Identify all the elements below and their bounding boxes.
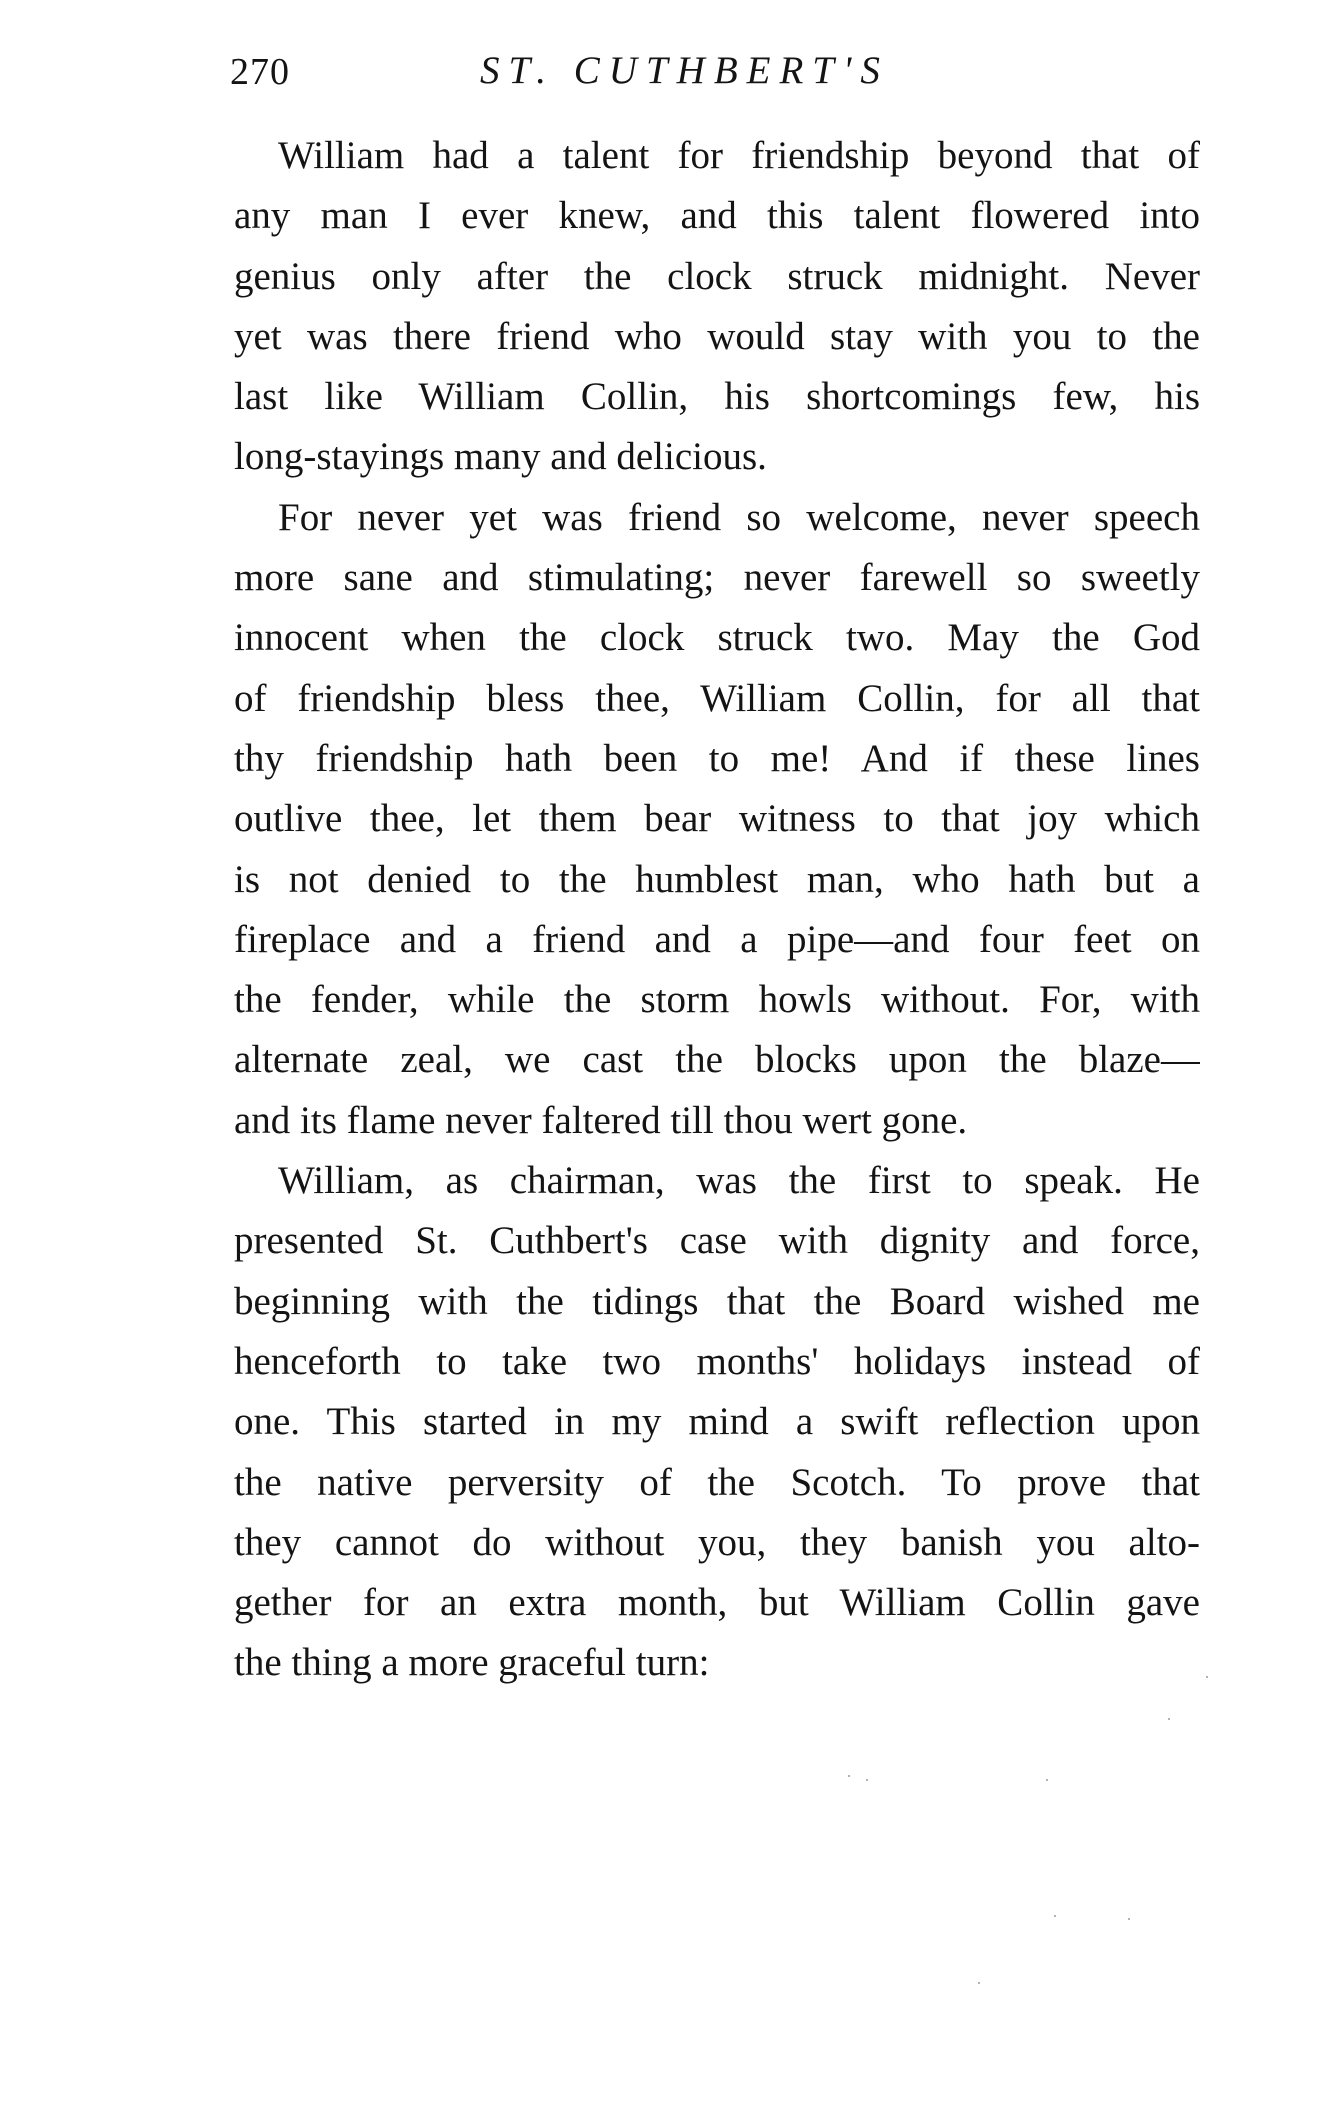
scan-speck bbox=[1206, 1676, 1208, 1678]
text-line: outlive thee, let them bear witness to that joy which bbox=[234, 797, 1200, 841]
text-line: more sane and stimulating; never farewell so sweetly bbox=[234, 556, 1200, 600]
scan-speck bbox=[1128, 1918, 1130, 1920]
text-line: William had a talent for friendship beyond that of bbox=[278, 134, 1200, 177]
paragraph-3 bbox=[234, 1151, 1200, 1694]
text-line: and its flame never faltered till thou wert gone. bbox=[234, 1098, 968, 1142]
running-title: ST. CUTHBERT'S bbox=[480, 49, 889, 92]
scan-speck bbox=[848, 1775, 850, 1777]
text-line: beginning with the tidings that the Board wished me bbox=[234, 1279, 1200, 1323]
text-line: the fender, while the storm howls without. For, with bbox=[234, 978, 1200, 1022]
paragraph-2 bbox=[234, 488, 1200, 1151]
text-line: genius only after the clock struck midnight. Never bbox=[234, 254, 1200, 298]
body-text bbox=[234, 126, 1200, 1694]
text-line: of friendship bless thee, William Collin, for all that bbox=[234, 676, 1200, 720]
text-line: they cannot do without you, they banish you alto- bbox=[234, 1520, 1200, 1564]
page-number: 270 bbox=[230, 51, 290, 93]
scan-speck bbox=[866, 1779, 868, 1781]
text-line: gether for an extra month, but William Collin gave bbox=[234, 1581, 1200, 1625]
text-line: is not denied to the humblest man, who hath but a bbox=[234, 857, 1200, 901]
scan-speck bbox=[978, 1982, 980, 1984]
paragraph-1 bbox=[234, 126, 1200, 488]
text-line: For never yet was friend so welcome, never speech bbox=[278, 495, 1200, 539]
text-line: William, as chairman, was the first to speak. He bbox=[278, 1159, 1200, 1203]
scan-speck bbox=[1168, 1718, 1170, 1720]
scan-speck bbox=[1054, 1915, 1056, 1917]
text-line: henceforth to take two months' holidays instead of bbox=[234, 1339, 1200, 1383]
text-line: the native perversity of the Scotch. To prove that bbox=[234, 1460, 1200, 1504]
text-line: last like William Collin, his shortcomings few, his bbox=[234, 375, 1200, 419]
text-line: yet was there friend who would stay with you to the bbox=[234, 314, 1200, 358]
text-line: one. This started in my mind a swift reflection upon bbox=[234, 1400, 1200, 1444]
text-line: alternate zeal, we cast the blocks upon the blaze— bbox=[234, 1038, 1200, 1082]
text-line: any man I ever knew, and this talent flowered into bbox=[234, 194, 1200, 238]
text-line: fireplace and a friend and a pipe—and four feet on bbox=[234, 917, 1200, 961]
text-line: the thing a more graceful turn: bbox=[234, 1641, 710, 1685]
text-line: presented St. Cuthbert's case with dignity and force, bbox=[234, 1219, 1200, 1263]
text-line: innocent when the clock struck two. May the God bbox=[234, 616, 1200, 660]
running-head bbox=[230, 44, 1210, 104]
text-line: long-stayings many and delicious. bbox=[234, 435, 767, 479]
scan-speck bbox=[1046, 1779, 1048, 1781]
text-line: thy friendship hath been to me! And if these lines bbox=[234, 736, 1200, 780]
